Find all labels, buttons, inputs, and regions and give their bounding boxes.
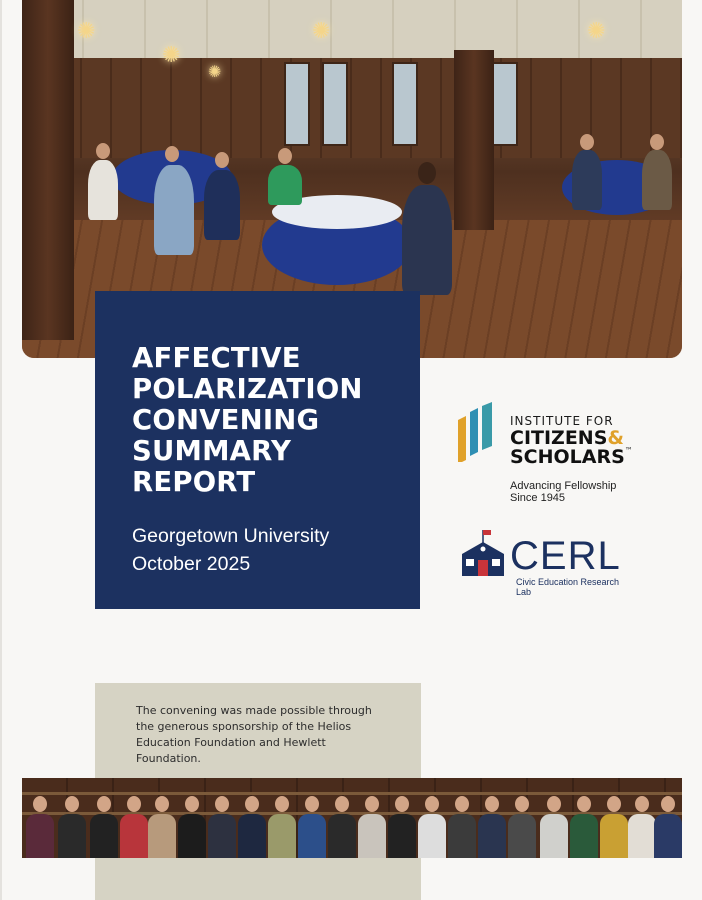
attendee-head	[580, 134, 594, 150]
group-member	[120, 796, 148, 858]
report-location: Georgetown University	[132, 525, 330, 547]
attendee	[204, 170, 240, 240]
ceiling	[22, 0, 682, 58]
group-member	[208, 796, 236, 858]
report-subtitle	[132, 522, 400, 578]
ics-citizens: CITIZENS	[510, 427, 608, 449]
cerl-subtitle: Civic Education Research Lab	[516, 577, 620, 597]
attendee-head	[418, 162, 436, 184]
attendee	[154, 165, 194, 255]
cerl-logo	[460, 528, 630, 597]
window	[492, 62, 518, 146]
pillar	[454, 50, 494, 230]
group-member	[268, 796, 296, 858]
attendee-head	[165, 146, 179, 162]
schoolhouse-icon	[460, 528, 506, 578]
group-member	[448, 796, 476, 858]
group-member	[600, 796, 628, 858]
group-member	[358, 796, 386, 858]
group-member	[148, 796, 176, 858]
chandelier-icon: ✺	[162, 42, 181, 67]
group-member	[90, 796, 118, 858]
cerl-name: CERL	[510, 534, 621, 578]
report-date: October 2025	[132, 553, 251, 575]
ics-scholars: SCHOLARS	[510, 446, 625, 468]
group-member	[418, 796, 446, 858]
attendee	[642, 150, 672, 210]
group-member	[58, 796, 86, 858]
group-member	[178, 796, 206, 858]
page-edge	[0, 0, 2, 900]
report-title: AFFECTIVE POLARIZATION CONVENING SUMMARY REPORT	[132, 342, 363, 498]
attendee-head	[650, 134, 664, 150]
ics-line3	[510, 446, 633, 468]
chandelier-icon: ✺	[587, 18, 606, 43]
chandelier-icon: ✺	[312, 18, 331, 43]
window	[392, 62, 418, 146]
ics-logo	[456, 402, 646, 504]
group-member	[570, 796, 598, 858]
group-member	[328, 796, 356, 858]
bookshelf	[22, 792, 682, 795]
group-member	[238, 796, 266, 858]
ics-line1: INSTITUTE FOR	[510, 414, 614, 428]
attendee	[268, 165, 302, 205]
title-box	[95, 291, 420, 609]
window	[322, 62, 348, 146]
group-member	[478, 796, 506, 858]
chandelier-icon: ✺	[77, 18, 96, 43]
group-member	[508, 796, 536, 858]
ics-ampersand: &	[607, 427, 624, 449]
attendee-head	[215, 152, 229, 168]
group-member	[388, 796, 416, 858]
chandelier-icon: ✺	[208, 64, 222, 81]
attendee-head	[278, 148, 292, 164]
group-member	[654, 796, 682, 858]
ics-trademark: ™	[624, 446, 633, 455]
attendee-head	[96, 143, 110, 159]
group-member	[628, 796, 656, 858]
group-member	[540, 796, 568, 858]
group-photo-strip	[22, 778, 682, 858]
attendee	[88, 160, 118, 220]
group-member	[298, 796, 326, 858]
window	[284, 62, 310, 146]
attendee	[402, 185, 452, 295]
attendee	[572, 150, 602, 210]
ics-tagline: Advancing Fellowship Since 1945	[510, 480, 617, 504]
pillar	[22, 0, 74, 340]
ics-bars-icon	[456, 402, 500, 462]
sponsorship-text: The convening was made possible through the generous sponsorship of the Helios Education Foundation and Hewlett Foundation.	[136, 704, 372, 765]
group-member	[26, 796, 54, 858]
